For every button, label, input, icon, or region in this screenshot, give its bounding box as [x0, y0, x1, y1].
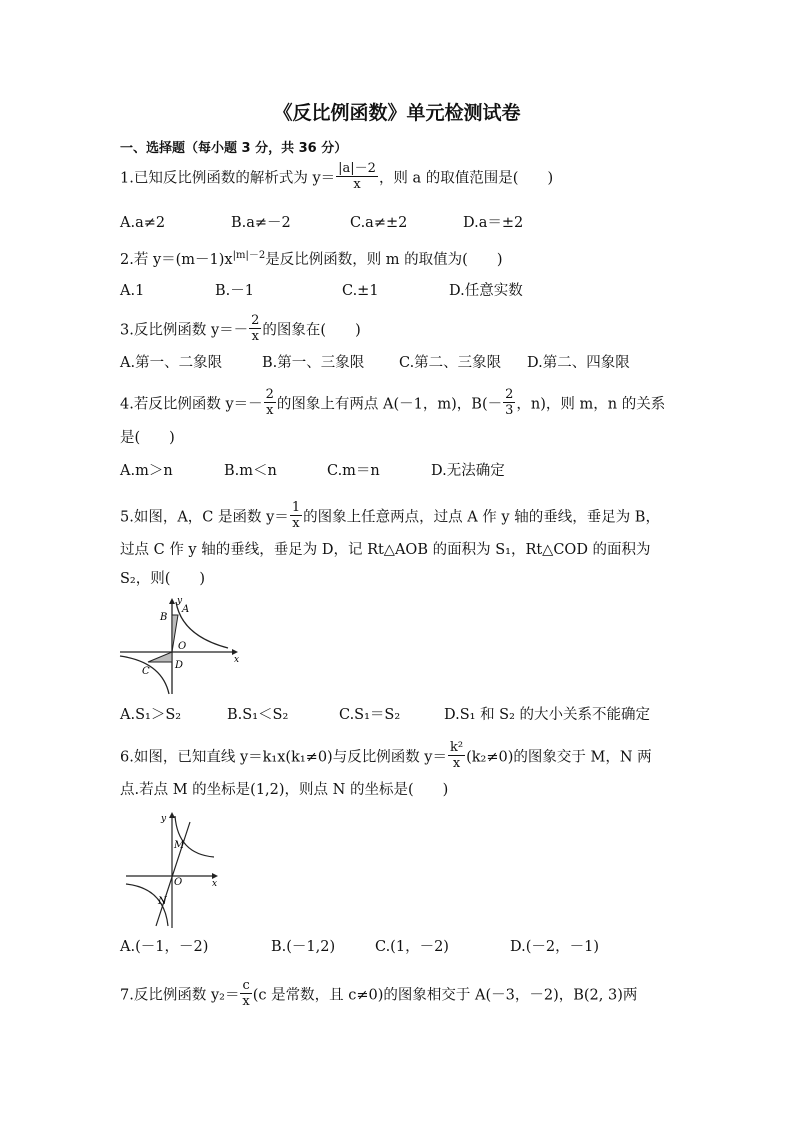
q7-prefix: 7.反比例函数 y₂＝ — [120, 987, 240, 1004]
q6-option-c: C.(1，－2) — [375, 939, 449, 955]
q3-option-c: C.第二、三象限 — [399, 355, 502, 371]
q5-option-d: D.S₁ 和 S₂ 的大小关系不能确定 — [444, 707, 651, 723]
q6-numerator: k² — [450, 740, 464, 755]
q5-prefix: 5.如图，A，C 是函数 y＝ — [120, 509, 289, 526]
q3-prefix: 3.反比例函数 y＝－ — [120, 322, 249, 339]
q6-straight-line — [156, 822, 190, 926]
q5-label-d: D — [175, 660, 184, 671]
question-4 — [120, 389, 665, 420]
q4-option-a: A.m＞n — [120, 463, 173, 479]
q5-numerator: 1 — [291, 500, 301, 515]
q3-suffix: 的图象在( ) — [262, 322, 361, 339]
q6-y-arrow — [169, 812, 175, 818]
q2-option-b: B.－1 — [215, 283, 254, 299]
q6-fraction — [448, 740, 465, 771]
q5-label-x: x — [234, 655, 240, 665]
question-7 — [120, 980, 637, 1011]
q2-option-a: A.1 — [120, 283, 145, 299]
q1-option-d: D.a＝±2 — [463, 215, 524, 231]
q5-option-a: A.S₁＞S₂ — [120, 707, 182, 723]
question-3 — [120, 315, 361, 346]
q5-triangle-cod — [148, 652, 172, 662]
question-5 — [120, 502, 660, 533]
q4-option-b: B.m＜n — [224, 463, 277, 479]
q6-label-m: M — [174, 840, 185, 851]
q5-label-c: C — [142, 666, 150, 677]
q4-numerator-1: 2 — [265, 387, 274, 402]
q7-suffix: (c 是常数，且 c≠0)的图象相交于 A(－3，－2)，B(2, 3)两 — [252, 987, 638, 1004]
q2-suffix: 是反比例函数，则 m 的取值为( ) — [265, 251, 503, 268]
q5-label-a: A — [182, 604, 190, 615]
q7-fraction — [240, 978, 251, 1009]
q5-denominator: x — [292, 516, 300, 531]
q1-prefix: 1.已知反比例函数的解析式为 y＝ — [120, 170, 336, 187]
q6-label-y: y — [161, 814, 167, 824]
q5-label-o: O — [178, 641, 187, 652]
q5-fraction — [290, 500, 302, 531]
q3-option-b: B.第一、三象限 — [262, 355, 365, 371]
q7-numerator: c — [242, 978, 250, 993]
q5-y-arrow — [169, 598, 175, 604]
q1-numerator: |a|－2 — [338, 161, 376, 176]
q6-suffix: (k₂≠0)的图象交于 M，N 两 — [466, 749, 652, 766]
q6-option-d: D.(－2，－1) — [510, 939, 599, 955]
q6-label-n: N — [158, 896, 167, 907]
q4-option-d: D.无法确定 — [431, 463, 505, 479]
q5-line-2: 过点 C 作 y 轴的垂线，垂足为 D，记 Rt△AOB 的面积为 S₁，Rt△COD 的面积为 — [120, 542, 651, 558]
q1-option-b: B.a≠－2 — [231, 215, 291, 231]
q4-prefix: 4.若反比例函数 y＝－ — [120, 396, 263, 413]
q5-option-b: B.S₁＜S₂ — [227, 707, 289, 723]
question-1 — [120, 163, 553, 194]
question-6 — [120, 742, 652, 773]
q3-option-a: A.第一、二象限 — [120, 355, 223, 371]
q5-suffix: 的图象上任意两点，过点 A 作 y 轴的垂线，垂足为 B， — [303, 509, 660, 526]
q5-label-y: y — [177, 596, 183, 606]
q5-label-b: B — [160, 612, 168, 623]
q3-option-d: D.第二、四象限 — [527, 355, 630, 371]
q2-exponent: |m|－2 — [232, 250, 266, 261]
q4-numerator-2: 2 — [505, 387, 514, 402]
q4-suffix: ，n)，则 m，n 的关系 — [516, 396, 666, 413]
q6-option-b: B.(－1,2) — [271, 939, 336, 955]
q6-denominator: x — [452, 756, 461, 771]
q6-option-a: A.(－1，－2) — [120, 939, 209, 955]
q6-prefix: 6.如图，已知直线 y＝k₁x(k₁≠0)与反比例函数 y＝ — [120, 749, 447, 766]
q7-denominator: x — [242, 994, 250, 1009]
question-2 — [120, 251, 502, 267]
q4-option-c: C.m＝n — [327, 463, 380, 479]
q1-fraction — [336, 161, 378, 192]
q4-fraction-1 — [264, 387, 276, 418]
q1-suffix: ，则 a 的取值范围是( ) — [378, 170, 554, 187]
section-heading: 一、选择题（每小题 3 分，共 36 分） — [120, 141, 348, 156]
q4-denominator-2: 3 — [505, 403, 514, 418]
q5-option-c: C.S₁＝S₂ — [339, 707, 401, 723]
q2-option-c: C.±1 — [342, 283, 379, 299]
q6-line-2: 点.若点 M 的坐标是(1,2)，则点 N 的坐标是( ) — [120, 782, 449, 798]
q5-hyperbola-figure — [118, 596, 240, 696]
q4-line-2: 是( ) — [120, 430, 175, 446]
q3-fraction — [249, 313, 261, 344]
q3-numerator: 2 — [251, 313, 260, 328]
q6-label-x: x — [212, 879, 218, 889]
q6-line-hyperbola-figure — [122, 810, 222, 930]
q1-option-a: A.a≠2 — [120, 215, 166, 231]
q4-mid: 的图象上有两点 A(－1，m)，B(－ — [276, 396, 503, 413]
q1-denominator: x — [353, 177, 361, 192]
q2-prefix: 2.若 y＝(m－1)x — [120, 251, 233, 268]
q2-option-d: D.任意实数 — [449, 283, 523, 299]
q1-option-c: C.a≠±2 — [350, 215, 408, 231]
q6-label-o: O — [174, 877, 183, 888]
q4-fraction-2 — [503, 387, 515, 418]
page-title: 《反比例函数》单元检测试卷 — [273, 102, 521, 124]
q4-denominator-1: x — [266, 403, 274, 418]
q5-line-3: S₂，则( ) — [120, 571, 206, 587]
q3-denominator: x — [251, 329, 259, 344]
